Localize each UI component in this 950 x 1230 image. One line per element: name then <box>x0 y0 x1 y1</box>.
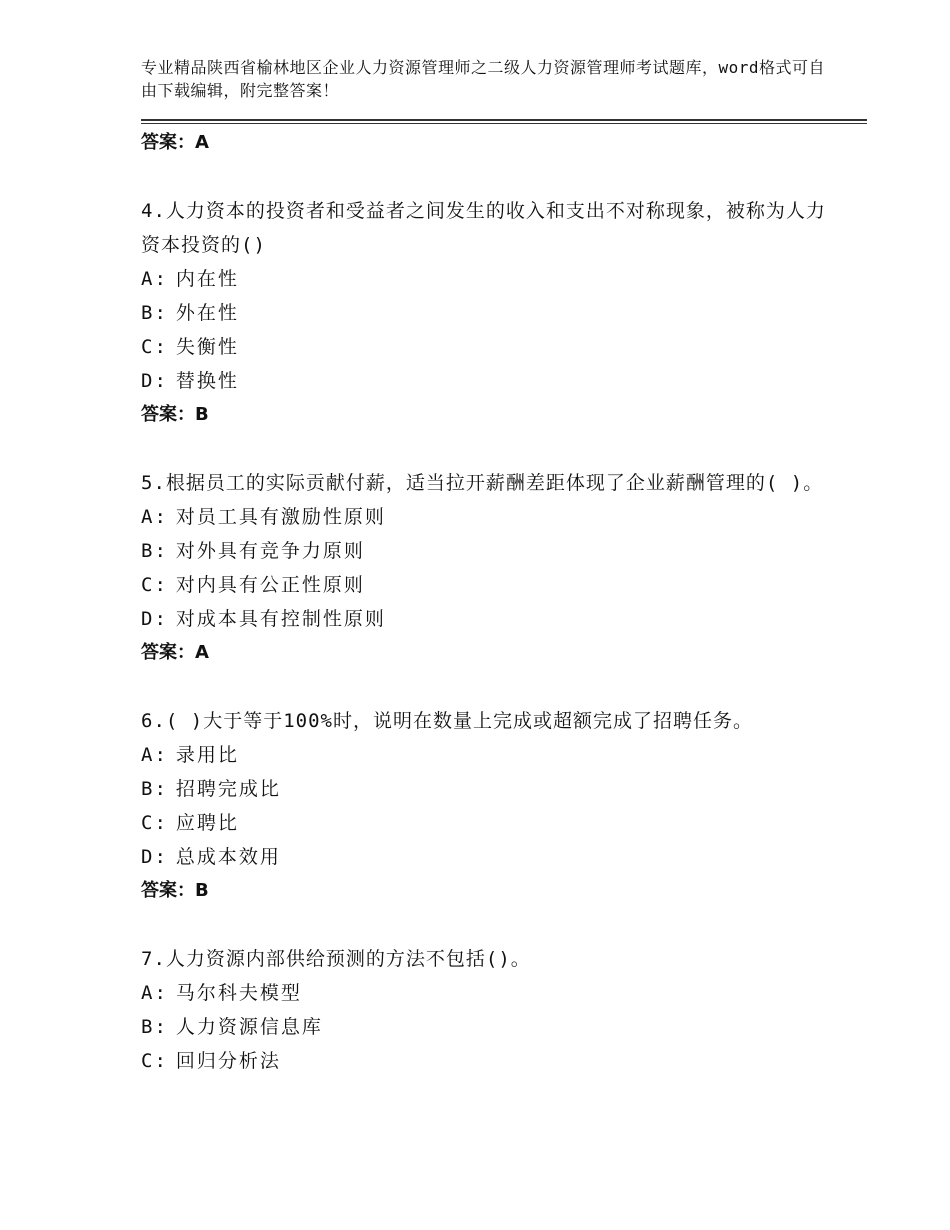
option-text: 失衡性 <box>175 336 239 358</box>
option-text: 招聘完成比 <box>175 778 281 800</box>
option-c <box>141 806 841 840</box>
option-a <box>141 262 841 296</box>
answer-key: 答案：B <box>141 880 209 901</box>
option-text: 外在性 <box>175 302 239 324</box>
option-letter: B: <box>141 1016 168 1038</box>
answer-key: 答案：A <box>141 132 209 153</box>
question-4 <box>141 194 841 432</box>
option-d <box>141 840 841 874</box>
option-b <box>141 534 841 568</box>
question-list <box>141 126 841 1078</box>
option-text: 录用比 <box>175 744 239 766</box>
option-letter: A: <box>141 982 168 1004</box>
option-letter: A: <box>141 744 168 766</box>
option-d <box>141 364 841 398</box>
option-letter: D: <box>141 846 168 868</box>
option-c <box>141 1044 841 1078</box>
option-c <box>141 330 841 364</box>
option-text: 对员工具有激励性原则 <box>175 506 386 528</box>
option-d <box>141 602 841 636</box>
option-letter: C: <box>141 812 168 834</box>
option-letter: B: <box>141 778 168 800</box>
question-6 <box>141 704 841 908</box>
option-text: 替换性 <box>175 370 239 392</box>
option-text: 总成本效用 <box>175 846 281 868</box>
question-stem: 4.人力资本的投资者和受益者之间发生的收入和支出不对称现象，被称为人力资本投资的() <box>141 200 826 256</box>
option-letter: C: <box>141 336 168 358</box>
option-letter: A: <box>141 268 168 290</box>
option-letter: B: <box>141 540 168 562</box>
option-b <box>141 296 841 330</box>
answer-key: 答案：B <box>141 404 209 425</box>
option-letter: A: <box>141 506 168 528</box>
option-a <box>141 976 841 1010</box>
option-letter: D: <box>141 608 168 630</box>
option-text: 对成本具有控制性原则 <box>175 608 386 630</box>
option-letter: B: <box>141 302 168 324</box>
option-text: 对外具有竞争力原则 <box>175 540 365 562</box>
option-text: 对内具有公正性原则 <box>175 574 365 596</box>
question-5 <box>141 466 841 670</box>
question-stem: 5.根据员工的实际贡献付薪，适当拉开薪酬差距体现了企业薪酬管理的( )。 <box>141 472 824 494</box>
option-letter: C: <box>141 574 168 596</box>
option-text: 人力资源信息库 <box>175 1016 323 1038</box>
option-text: 回归分析法 <box>175 1050 281 1072</box>
question-stem: 6.( )大于等于100%时，说明在数量上完成或超额完成了招聘任务。 <box>141 710 753 732</box>
answer-key: 答案：A <box>141 642 209 663</box>
question-7 <box>141 942 841 1078</box>
option-text: 马尔科夫模型 <box>175 982 302 1004</box>
document-header: 专业精品陕西省榆林地区企业人力资源管理师之二级人力资源管理师考试题库，word格式可自由下载编辑，附完整答案！ <box>141 58 826 100</box>
option-a <box>141 738 841 772</box>
question-stem: 7.人力资源内部供给预测的方法不包括()。 <box>141 948 531 970</box>
option-b <box>141 772 841 806</box>
header-divider-thin <box>141 123 867 124</box>
option-c <box>141 568 841 602</box>
option-a <box>141 500 841 534</box>
option-text: 应聘比 <box>175 812 239 834</box>
option-text: 内在性 <box>175 268 239 290</box>
header-divider-thick <box>141 119 867 121</box>
option-letter: C: <box>141 1050 168 1072</box>
option-letter: D: <box>141 370 168 392</box>
option-b <box>141 1010 841 1044</box>
